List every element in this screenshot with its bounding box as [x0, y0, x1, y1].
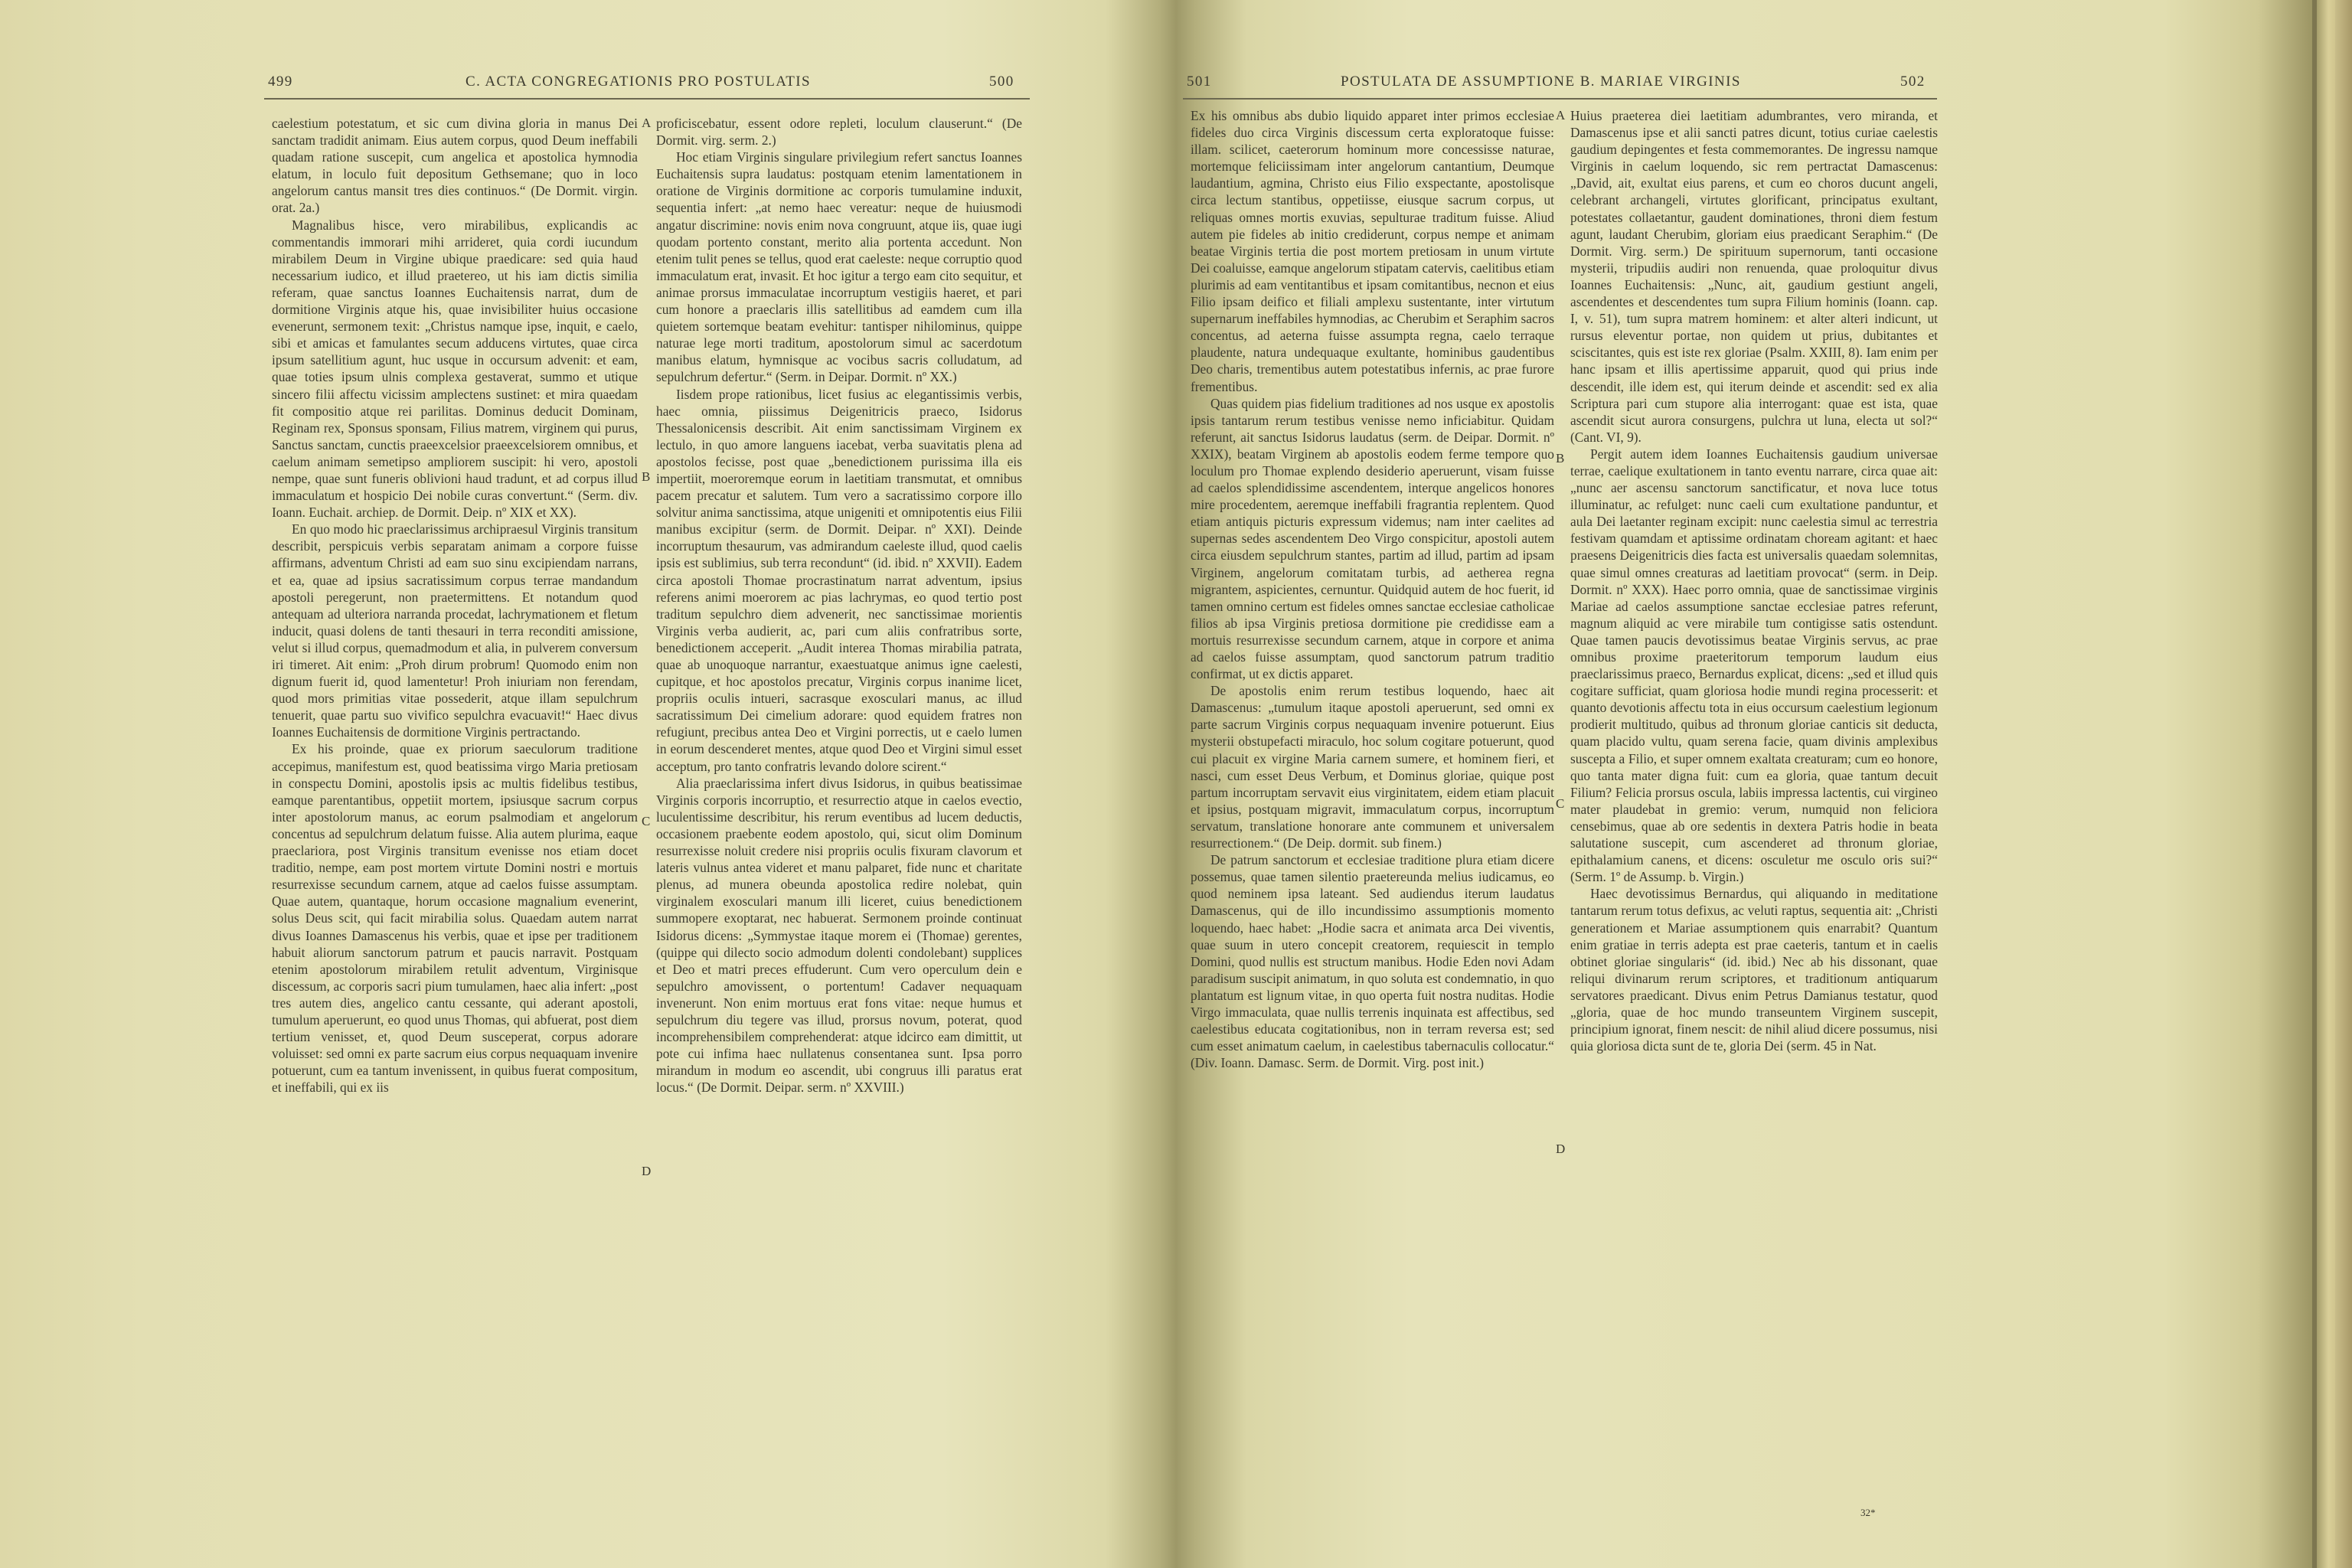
book-cover-edge [2335, 0, 2352, 1568]
page-edge [2312, 0, 2317, 1568]
margin-letter-c: C [1556, 796, 1565, 811]
paragraph: Haec devotissimus Bernardus, qui aliquando in meditatione tantarum rerum totus defixus, ac veluti raptus, sequentia ait: „Christi generationem et Mariae assumptionem quis enarrabit? Quantum enim gratiae in terris adepta est prae caeteris, tantum et in caelis obtinet gloriae singularis“ (id. ibid.) Nec ab his dissonant, quae reliqui divinarum rerum scriptores, et traditionum antiquarum servatores praedicant. Divus enim Petrus Damianus testatur, quod „gloria, quae de hoc mundo transeuntem Virginem suscepit, principium ignorat, finem nescit: de nihil aliud dicere possumus, nisi quia gloriosa dicta sunt de te, gloria Dei (serm. 45 in Nat. [1570, 886, 1938, 1054]
margin-letter-d: D [642, 1164, 652, 1178]
paragraph: En quo modo hic praeclarissimus archipraesul Virginis transitum describit, perspicuis verbis separatam animam a corpore fuisse affirmans, adventum Christi ad eam suo sinu excipiendam narrans, et ea, quae ad ipsius sacratissimum corpus terrae mandandum apostoli peregerunt, non praetermittens. Et notandum quod antequam ad ulteriora narranda procedat, lachrymationem et fletum inducit, quasi dolens de tanti thesauri in terra reconditi amissione, velut si illud corpus, quemadmodum et alia, in pulverem conversum iri timeret. Ait enim: „Proh dirum probrum! Quomodo enim non dignum fuerit id, quod lamentetur! Proh iniuriam non ferendam, quod mors primitias vitae possederit, atque illam sepulchrum tenuerit, quae partu suo vivifico sepulchra evacuavit!“ Haec divus Ioannes Euchaitensis de dormitione Virginis pertractando. [272, 521, 638, 740]
running-title-right: POSTULATA DE ASSUMPTIONE B. MARIAE VIRGINIS [1341, 74, 1741, 90]
signature-mark: 32* [1860, 1507, 1876, 1518]
paragraph: De patrum sanctorum et ecclesiae traditione plura etiam dicere possemus, quae tamen silentio praetereunda melius iudicamus, eo quod neminem ipsa lateant. Sed audiendus iterum laudatus Damascenus, qui de illo incundissimo assumptionis momento loquendo, haec habet: „Hodie sacra et animata arca Dei viventis, quae suum in utero concepit creatorem, requiescit in templo Domini, quod nullis est structum manibus. Hodie Eden novi Adam paradisum suscipit animatum, in quo soluta est condemnatio, in quo plantatum est lignum vitae, in quo operta fuit nostra nuditas. Hodie Virgo immaculata, quae nullis terrenis inquinata est affectibus, sed caelestibus educata cogitationibus, non in terram reversa est; sed cum esset animatum caelum, in caelestibus tabernaculis collocatur.“ (Div. Ioann. Damasc. Serm. de Dormit. Virg. post init.) [1191, 852, 1554, 1071]
right-page-column-1 [1191, 107, 1554, 1516]
page-number-499: 499 [268, 74, 293, 90]
margin-letter-c: C [642, 814, 651, 828]
margin-letter-a: A [642, 116, 652, 130]
margin-letter-a: A [1556, 108, 1566, 122]
paragraph: Quas quidem pias fidelium traditiones ad nos usque ex apostolis ipsis tantarum rerum testibus venisse nemo inficiabitur. Quidam referunt, ait sanctus Isidorus laudatus (serm. de Deipar. Dormit. nº XXIX), beatam Virginem ab apostolis eodem ferme tempore quo loculum pro Thomae explendo desiderio aperuerunt, visam fuisse ad caelos splendidissime ascendentem, interque angelicos honores mire procedentem, aeremque ineffabili fragrantia replentem. Quod etiam antiquis picturis expressum videmus; nam inter caelites ad supernas sedes ascendentem Deo Virgo conspicitur, apostoli autem circa eiusdem sepulchrum stantes, partim ad illud, partim ad ipsam Virginem, angelorum comitatam turbis, ad aetherea regna migrantem, aspicientes, cernuntur. Quidquid autem de hoc fuerit, id tamen omnino certum est fideles omnes sanctae ecclesiae catholicae filios ab ipsa Virginis pretiosa dormitione pie credidisse eam a mortuis resurrexisse secundum carnem, atque in corpore et anima ad caelos fuisse assumptam, quod sanctorum patrum traditio confirmat, ut ex dictis apparet. [1191, 395, 1554, 682]
page-number-502: 502 [1900, 74, 1926, 90]
left-page-column-1 [272, 115, 638, 1520]
running-title-left: C. ACTA CONGREGATIONIS PRO POSTULATIS [466, 74, 811, 90]
paragraph: Huius praeterea diei laetitiam adumbrantes, vero miranda, et Damascenus ipse et alii sancti patres dicunt, totius curiae caelestis gaudium depingentes et festa commemorantes. De ingressu namque Virginis in caelum loquendo, sic rem pertractat Damascenus: „David, ait, exultat eius parens, et cum eo choros ducunt angeli, celebrant archangeli, virtutes glorificant, principatus exultant, potestates collaetantur, gaudent dominationes, throni diem festum agunt, laudant Cherubim, gloriam eius praedicant Seraphim.“ (De Dormit. Virg. serm.) De spirituum supernorum, tanti occasione mysterii, tripudiis audiri non renuenda, quae proloquitur divus Ioannes Euchaitensis: „Nunc, ait, gaudium gestiunt angeli, ascendentes et descendentes tum supra Filium hominis (Ioann. cap. I, v. 51), tum supra matrem hominem: et alter alteri indicunt, ut rursus eleventur portae, non quidem ut prius, dubitantes et sciscitantes, quis est iste rex gloriae (Psalm. XXIII, 8). Iam enim per hanc ipsam et illis apertissime apparuit, quod qui prius inde descendit, ille idem est, qui iterum deinde et ascendit: sed ex alia Scriptura pari cum stupore alia interrogant: quae est ista, quae ascendit sicut aurora consurgens, pulchra ut luna, electa ut sol?“ (Cant. VI, 9). [1570, 108, 1938, 445]
paragraph: Iisdem prope rationibus, licet fusius ac elegantissimis verbis, haec omnia, piissimus Deigenitricis praeco, Isidorus Thessalonicensis describit. Ait enim sanctissimam Virginem ex lectulo, in quo amore languens iacebat, verba suavitatis plena ad apostolos fecisse, post quae „benedictionem purissima illa eis impertiit, moeroremque eorum in laetitiam transmutat, et omnibus pacem precatur et salutem. Tum vero a sacratissimo corpore illo solvitur anima sanctissima, atque unigeniti et omnipotentis eius Filii manibus excipitur (serm. de Dormit. Deipar. nº XXI). Deinde incorruptum thesaurum, vas admirandum caeleste illud, quod caelis ipsis est sublimius, sub terra recondunt“ (id. ibid. nº XXVII). Eadem circa apostoli Thomae procrastinatum narrat adventum, ipsius referens animi moerorem ac pias lachrymas, eo quod tertio post traditum sepulchro diem advenerit, nec sanctissimae morientis Virginis verba audierit, ac, pari cum aliis confratribus sorte, benedictionem acceperit. „Audit interea Thomas mirabilia patrata, quae ab unoquoque narrantur, exaestuatque animus igne caelesti, cupitque, et hoc apostolos precatur, Virginis corpus inanime licet, propriis oculis intueri, sacrasque exosculari manus, ac illud sacratissimum Dei cimelium adorare: quod equidem fratres non refugiunt, precibus antea Deo et Virgini porrectis, ut e caelo lumen in eorum descenderet mentes, atque quod Deo et Virgini simul esset acceptum, pro tanto confratris levando dolore scirent.“ [656, 386, 1022, 774]
paragraph: Magnalibus hisce, vero mirabilibus, explicandis ac commentandis immorari mihi arrideret, quia cordi iucundum mirabilem Deum in Virgine ubique praedicare: sed quia haud necessarium iudico, et illud praetereo, ut his iam dictis similia referam, quae sanctus Ioannes Euchaitensis narrat, dum de dormitione Virginis atque his, quae invisibiliter huius occasione evenerunt, sermonem texit: „Christus namque ipse, inquit, e caelo, sibi et amicas et famulantes secum adducens virtutes, quae circa ipsum satellitium agunt, huc usque in occursum advenit: et eam, quae toties ipsum ulnis complexa gestaverat, summo et utique sincero filii affectu vicissim amplectens sustinet: et mira quaedam fit compositio atque rei parilitas. Dominus deducit Dominam, Reginam rex, Sponsus sponsam, Filius matrem, virginem qui purus, Sanctus sanctam, cunctis praeexcelsior praeexcelsiorem omnibus, et caelum animam semetipso ampliorem suscipit: hi vero, apostoli nempe, quae sunt funeris oblivioni haud tradunt, et ad corpus illud immaculatum et hospicio Dei nobile curas convertunt.“ (Serm. div. Ioann. Euchait. archiep. de Dormit. Deip. nº XIX et XX). [272, 217, 638, 521]
margin-letter-d: D [1556, 1142, 1566, 1156]
paragraph: caelestium potestatum, et sic cum divina gloria in manus Dei sanctam tradidit animam. Eius autem corpus, quod Deum ineffabili quadam ratione suscepit, cum angelica et apostolica hymnodia elatum, in loculo fuit depositum Gethsemane; quo in loco angelorum cantus mansit tres dies continuos.“ (De Dormit. virgin. orat. 2a.) [272, 116, 638, 216]
margin-letter-b: B [1556, 451, 1565, 466]
left-page-column-2 [656, 115, 1022, 1520]
paragraph: Ex his omnibus abs dubio liquido apparet inter primos ecclesiae fideles duo circa Virginis discessum certa exploratoque fuisse: illam. scilicet, caeterorum hominum more concessisse naturae, mortemque feliciissimam inter angelorum cantantium, Deumque laudantium, agmina, Christo eius Filio exspectante, apostolisque circa lectum stantibus, oppetiisse, eiusque sacrum corpus, ut reliquas omnes mortis exuvias, sepulturae traditum fuisse. Aliud autem pie fideles ab initio crediderunt, corpus nempe et animam beatae Virginis tertia die post mortem pretiosam in unum virtute Dei coaluisse, eamque angelorum stipatam catervis, caelitibus etiam plurimis ad eam ventitantibus et ipsam comitantibus, necnon et eius Filio ipsam deifico et filiali amplexu sustentante, inter virtutum supernarum ineffabiles hymnodias, ac Cherubim et Seraphim sacros concentus, ad aeterna fuisse assumpta regna, caelo terraque plaudente, natura undequaque exultante, hominibus gaudentibus Deo charis, trementibus autem potestatibus infernis, ac prae furore frementibus. [1191, 108, 1554, 394]
paragraph: proficiscebatur, essent odore repleti, loculum clauserunt.“ (De Dormit. virg. serm. 2.) [656, 116, 1022, 149]
paragraph: Alia praeclarissima infert divus Isidorus, in quibus beatissimae Virginis corporis incorruptio, et resurrectio atque in caelos evectio, luculentissime describitur, his rerum eventibus ad lucem deductis, occasionem praebente eodem apostolo, qui, sicut olim Dominum resurrexisse noluit credere nisi propriis oculis fixuram clavorum et lateris vulnus antea videret et manu palparet, fide nunc et charitate plenus, ad munera obeunda apostolica redire nolebat, quin virginalem exosculari manum illi liceret, cuius benedictionem summopere exoptarat, nec habuerat. Sermonem proinde continuat Isidorus dicens: „Symmystae itaque morem ei (Thomae) gerentes, (quippe qui dilecto socio admodum dolenti condolebant) supplices et Deo et matri preces effuderunt. Cum vero operculum dein e sepulchro amovissent, o portentum! Cadaver nequaquam invenerunt. Non enim mortuus erat fons vitae: neque humus et sepulchrum diu tegere vas illud, prorsus novum, poterat, quod incomprehensibilem comprehenderat: atque idcirco eam dimittit, ut pote cui infima haec nullatenus consentanea sunt. Ipsa porro mirandum in modum eo ascendit, ubi congruus illi paratus erat locus.“ (De Dormit. Deipar. serm. nº XXVIII.) [656, 775, 1022, 1096]
page-number-500: 500 [989, 74, 1014, 90]
paragraph: De apostolis enim rerum testibus loquendo, haec ait Damascenus: „tumulum itaque apostoli aperuerunt, sed omni ex parte sacrum Virginis corpus nequaquam invenire potuerunt. Eius mysterii obstupefacti miraculo, hoc solum cogitare potuerunt, quod cui placuit ex virgine Maria carnem sumere, et hominem fieri, et nasci, cum esset Deus Verbum, et Dominus gloriae, quique post partum incorruptam servavit eius virginitatem, eidem etiam placuit et ipsius, postquam migravit, immaculatum corpus, incorruptum servatum, translatione honorare ante communem et universalem resurrectionem.“ (De Deip. dormit. sub finem.) [1191, 683, 1554, 851]
margin-letter-b: B [642, 469, 651, 484]
left-page [0, 0, 1152, 1568]
page-number-501: 501 [1187, 74, 1212, 90]
paragraph: Ex his proinde, quae ex priorum saeculorum traditione accepimus, manifestum est, quod beatissima virgo Maria pretiosam in conspectu Domini, apostolis ipsis ac multis fidelibus testibus, eamque parentantibus, oppetiit mortem, ipsiusque sacrum corpus inter apostolorum manus, ac eorum psalmodiam et angelorum concentus ad sepulchrum delatum fuisse. Alia autem plurima, eaque praeclariora, post Virginis transitum evenisse nos etiam docet traditio, nempe, eam post mortem virtute Domini nostri e mortuis resurrexisse secundum carnem, atque ad caelos fuisse assumptam. Quae autem, quantaque, horum occasione magnalium evenerint, solus Deus scit, qui facit mirabilia solus. Quaedam autem narrat divus Ioannes Damascenus his verbis, quae et ipse per traditionem habuit aliorum sanctorum patrum et paucis narravit. Postquam etenim apostolorum mirabilem retulit adventum, Virginisque discessum, ac corporis sacri pium tumulamen, haec alia infert: „post tres autem dies, angelico cantu cessante, qui aderant apostoli, tumulum aperuerunt, eo quod unus Thomas, qui abfuerat, post diem tertium venisset, et, quod Deum susceperat, corpus adorare voluisset: sed omni ex parte sacrum eius corpus nequaquam invenire potuerunt, cum ea tantum invenissent, in quibus fuerat compositum, et ineffabili, qui ex iis [272, 741, 638, 1096]
paragraph: Pergit autem idem Ioannes Euchaitensis gaudium universae terrae, caelique exultationem in tanto eventu narrare, circa quae ait: „nunc aer ascensu sanctorum sanctificatur, et nova luce totus illuminatur, ac refulget: nunc caeli cum exultatione panduntur, et aula Dei laetanter reginam excipit: nunc caelestia simul ac terrestria festivam quamdam et aptissime ordinatam choream agitant: et haec praesens Deigenitricis dies facta est universalis quaedam solemnitas, quae simul omnes creaturas ad laetitiam provocat“ (serm. in Deip. Dormit. nº XXX). Haec porro omnia, quae de sanctissimae virginis Mariae ad caelos assumptione sanctae ecclesiae patres referunt, magnum aliquid ac vere mirabile tum contigisse satis ostendunt. Quae tamen paucis devotissimus beatae Virginis servus, ac prae omnibus proxime praeteritorum temporum laudum eius praeclarissimus praeco, Bernardus explicat, dicens: „sed et illud quis cogitare sufficiat, quam gloriosa hodie mundi regina processerit: et quanto devotionis affectu tota in eius occursum caelestium legionum prodierit multitudo, quibus ad thronum gloriae canticis sit deducta, quam placido vultu, quam serena facie, quam divinis amplexibus suscepta a Filio, et super omnem exaltata creaturam; cum eo honore, quo tanta mater digna fuit: cum ea gloria, quae tantum decuit Filium? Felicia prorsus oscula, labiis impressa lactentis, cui virgineo mater plaudebat in gremio: verum, numquid non feliciora censebimus, quae ab ore sedentis in dextera Patris hodie in beata salutatione suscepit, cum ascenderet ad thronum gloriae, epithalamium canens, et dicens: osculetur me osculo oris sui?“ (Serm. 1º de Assump. b. Virgin.) [1570, 446, 1938, 885]
paragraph: Hoc etiam Virginis singulare privilegium refert sanctus Ioannes Euchaitensis supra laudatus: postquam etenim lamentationem in oratione de Virginis dormitione ac corporis tumulamine induxit, sequentia infert: „at nemo haec vereatur: neque de huiusmodi angatur discrimine: novis enim nova congruunt, atque iis, quae iugi quodam portento constant, merito alia portenta accedunt. Non etenim tulit penes se tellus, quod erat caeleste: neque corruptio quod immaculatum erat, invasit. Et hoc igitur a tergo eam cito sequitur, et animae prorsus immaculatae incorruptum vestigiis haeret, et pari cum honore a praeclaris illis satellitibus ad eamdem cum illa quietem sortemque beatam evehitur: tantisper nihilominus, quippe naturae lege morti traditum, apostolorum simul ac sacerdotum manibus elatum, hymnisque ac vocibus sacris colludatum, ad sepulchrum defertur.“ (Serm. in Deipar. Dormit. nº XX.) [656, 149, 1022, 385]
right-page-column-2 [1570, 107, 1938, 1504]
right-page [1152, 0, 2352, 1568]
header-rule-right [1183, 98, 1937, 100]
header-rule-left [264, 98, 1030, 100]
